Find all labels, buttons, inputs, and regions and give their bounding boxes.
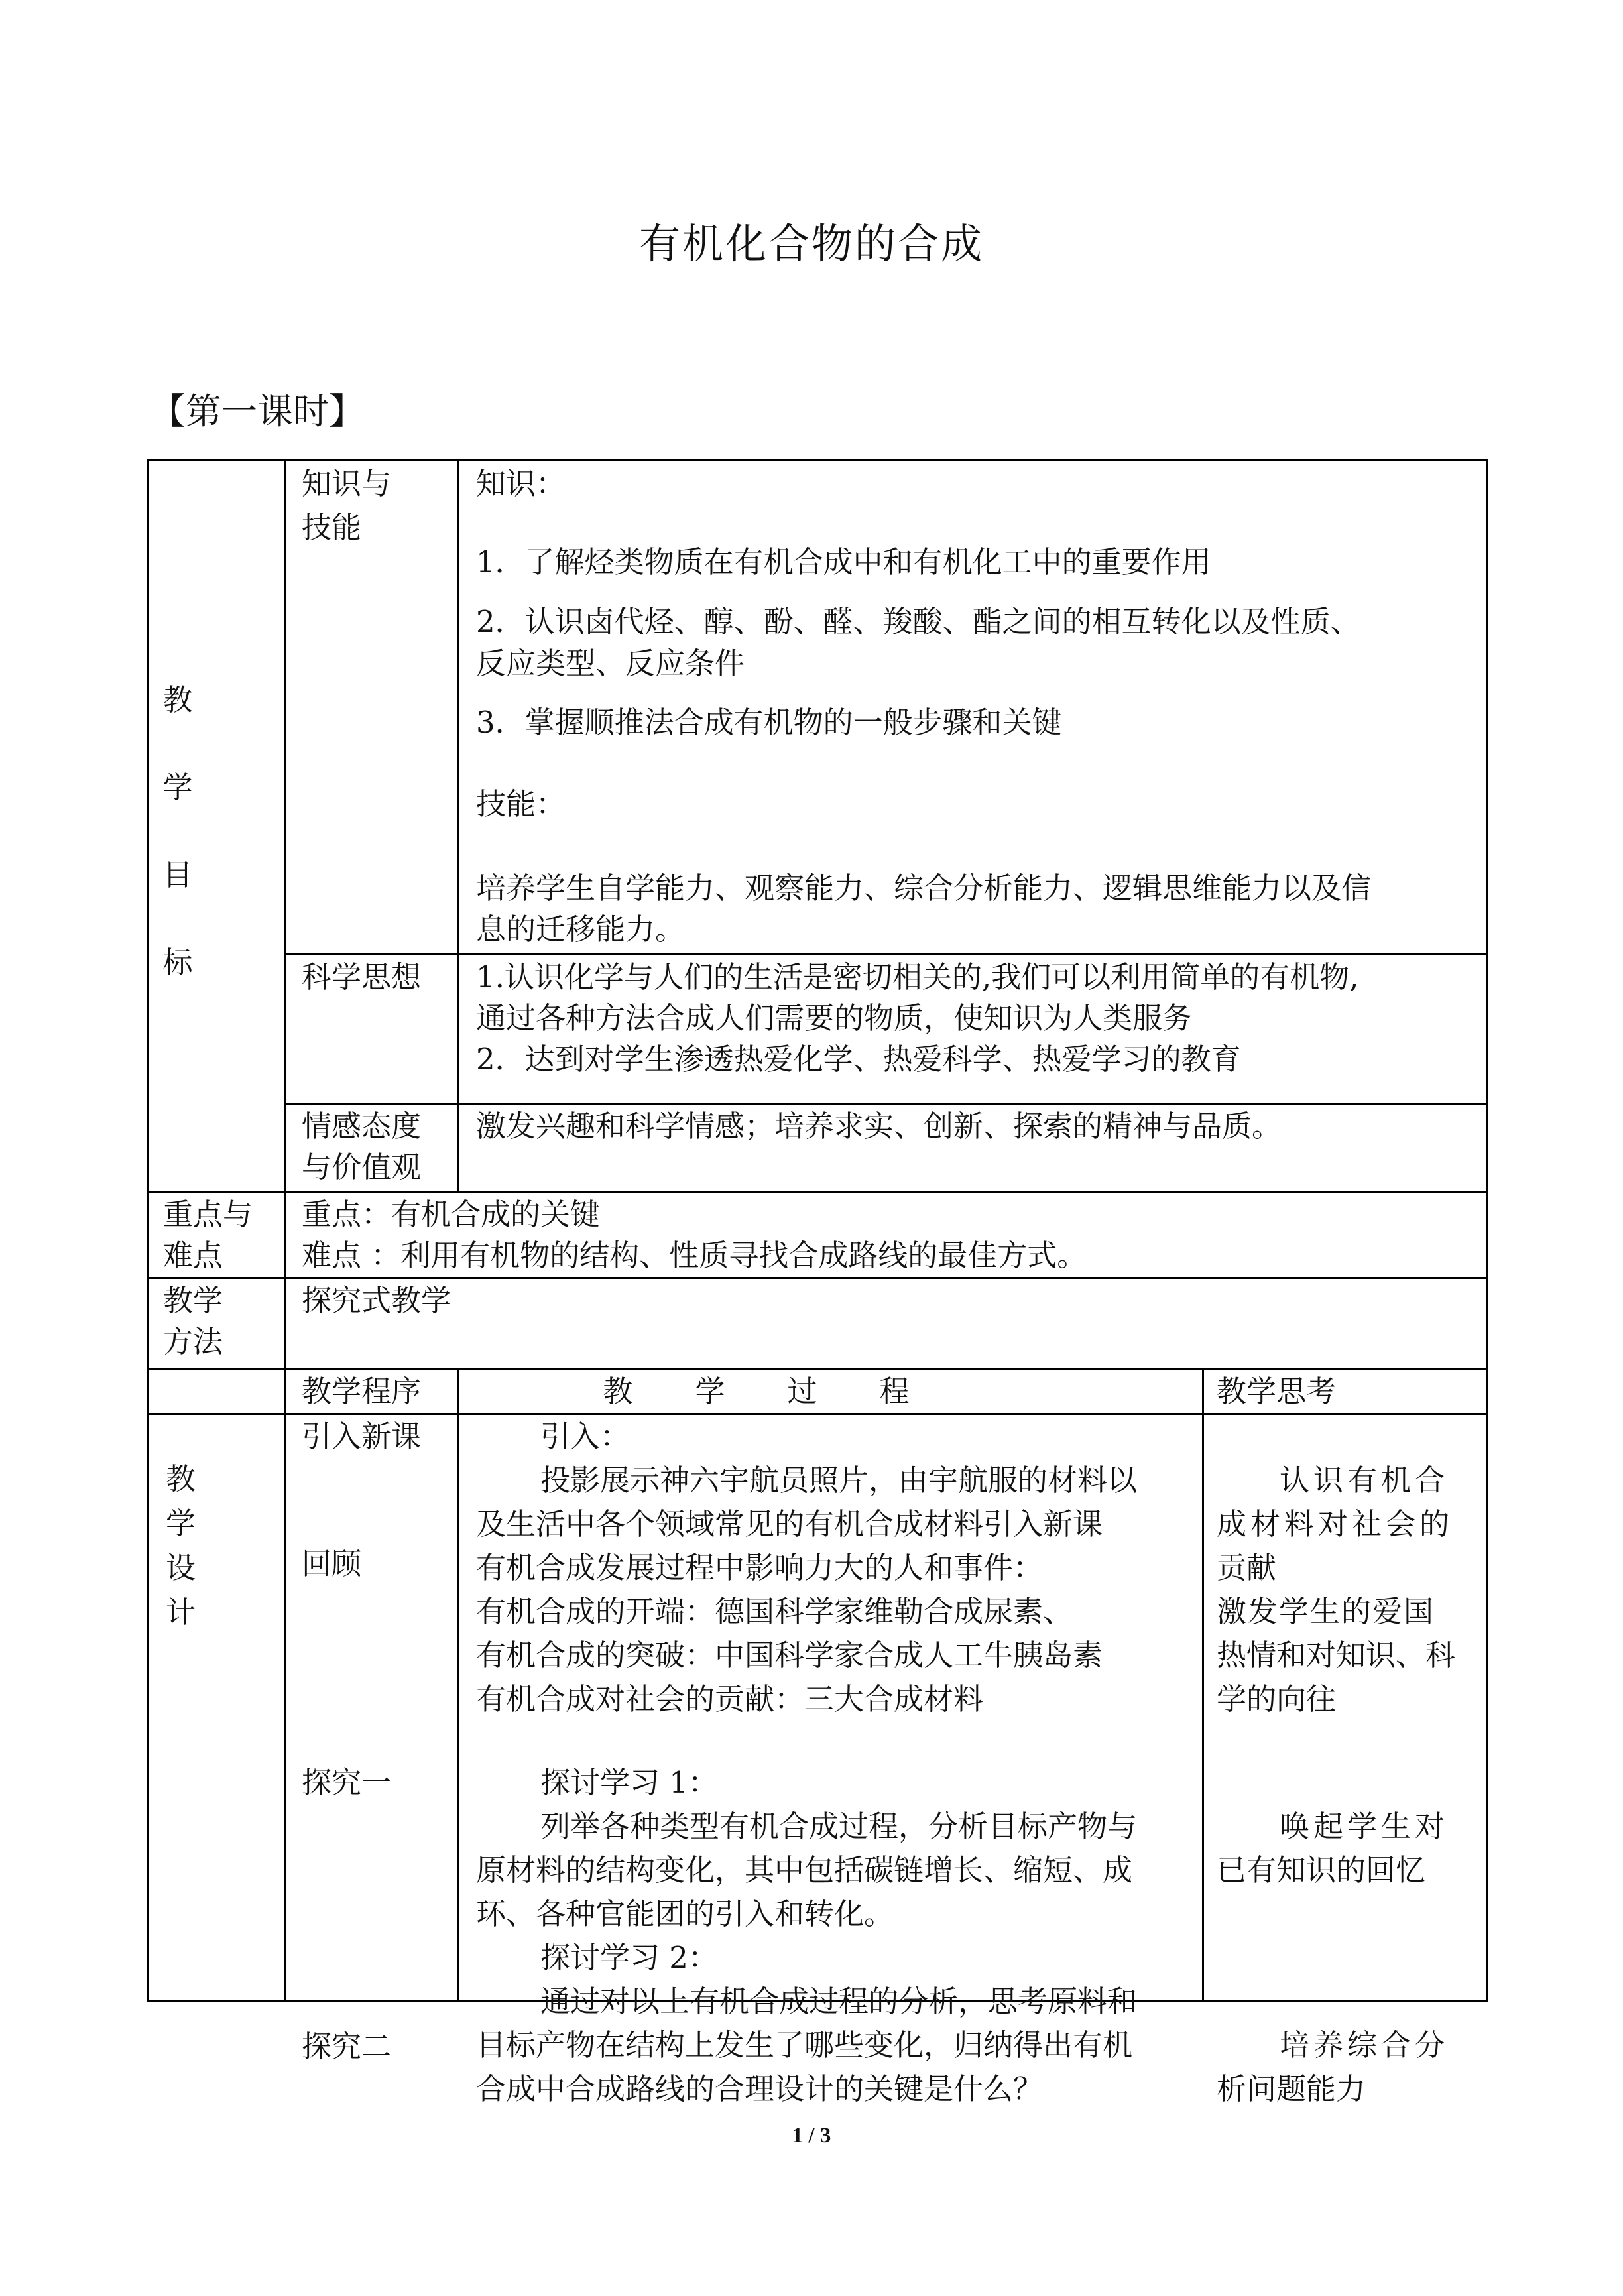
- reflection-line: 成材料对社会的: [1217, 1506, 1454, 1541]
- emotion-label-line2: 与价值观: [302, 1150, 422, 1185]
- emotion-text: 激发兴趣和科学情感；培养求实、创新、探索的精神与品质。: [476, 1109, 1282, 1144]
- reflection-line: 贡献: [1217, 1550, 1277, 1585]
- science-line: 通过各种方法合成人们需要的物质，使知识为人类服务: [476, 1000, 1193, 1036]
- reflection-line: 激发学生的爱国: [1217, 1594, 1435, 1629]
- reflection-line: 学的向往: [1217, 1681, 1337, 1717]
- procedure-intro: 引入新课: [302, 1419, 422, 1454]
- skills-line: 培养学生自学能力、观察能力、综合分析能力、逻辑思维能力以及信: [476, 871, 1372, 906]
- method-text: 探究式教学: [302, 1283, 451, 1318]
- process-line: 有机合成的开端：德国科学家维勒合成尿素、: [476, 1594, 1073, 1629]
- key-points-label-line2: 难点: [163, 1238, 223, 1273]
- knowledge-line: 1．了解烃类物质在有机合成中和有机化工中的重要作用: [476, 544, 1211, 579]
- process-line: 通过对以上有机合成过程的分析，思考原料和: [540, 1984, 1138, 2019]
- goals-row-label-4: 标: [162, 945, 193, 980]
- procedure-review: 回顾: [302, 1546, 362, 1581]
- reflection-line: 唤起学生对: [1280, 1809, 1449, 1844]
- reflection-line: 已有知识的回忆: [1217, 1852, 1426, 1888]
- goals-row-label-1: 教: [162, 682, 193, 717]
- process-line: 原材料的结构变化，其中包括碳链增长、缩短、成: [476, 1852, 1133, 1888]
- design-row-label-2: 学: [166, 1506, 196, 1541]
- design-row-label-3: 设: [166, 1550, 196, 1585]
- header-process-4: 程: [879, 1374, 910, 1409]
- reflection-line: 培养综合分: [1280, 2027, 1449, 2063]
- emotion-label-line1: 情感态度: [302, 1109, 422, 1144]
- reflection-line: 热情和对知识、科: [1217, 1638, 1456, 1673]
- knowledge-line: 2．认识卤代烃、醇、酚、醛、羧酸、酯之间的相互转化以及性质、: [476, 604, 1360, 639]
- goals-row-label-2: 学: [162, 770, 193, 805]
- key-points-label-line1: 重点与: [163, 1197, 253, 1232]
- header-process-3: 过: [787, 1374, 817, 1409]
- page-number: 1 / 3: [792, 2124, 831, 2147]
- process-line: 探讨学习 2：: [540, 1940, 718, 1975]
- skills-heading: 技能：: [476, 786, 566, 821]
- science-label: 科学思想: [302, 959, 422, 995]
- knowledge-label-line1: 知识与: [302, 466, 392, 501]
- science-line: 1.认识化学与人们的生活是密切相关的,我们可以利用简单的有机物,: [476, 959, 1359, 995]
- process-line: 合成中合成路线的合理设计的关键是什么？: [476, 2071, 1044, 2106]
- process-line: 有机合成对社会的贡献：三大合成材料: [476, 1681, 984, 1717]
- design-row-label-4: 计: [166, 1595, 196, 1630]
- header-reflection: 教学思考: [1217, 1374, 1337, 1409]
- procedure-explore-2: 探究二: [302, 2029, 392, 2064]
- process-line: 引入：: [540, 1419, 631, 1454]
- key-point-line: 重点：有机合成的关键: [302, 1197, 601, 1232]
- knowledge-line: 3．掌握顺推法合成有机物的一般步骤和关键: [476, 705, 1062, 740]
- method-label-line2: 方法: [163, 1324, 223, 1359]
- header-process-1: 教: [603, 1374, 633, 1409]
- design-row-label-1: 教: [166, 1461, 196, 1496]
- document-title: 有机化合物的合成: [638, 219, 984, 268]
- goals-row-label-3: 目: [162, 857, 193, 892]
- knowledge-line: 反应类型、反应条件: [476, 646, 745, 681]
- process-line: 环、各种官能团的引入和转化。: [476, 1896, 894, 1931]
- header-process-2: 学: [695, 1374, 725, 1409]
- lesson-label: 【第一课时】: [150, 391, 365, 432]
- reflection-line: 析问题能力: [1217, 2071, 1366, 2106]
- knowledge-label-line2: 技能: [302, 510, 362, 545]
- knowledge-line: 知识：: [476, 466, 566, 501]
- method-label-line1: 教学: [163, 1283, 223, 1318]
- procedure-explore-1: 探究一: [302, 1765, 392, 1800]
- process-line: 有机合成的突破：中国科学家合成人工牛胰岛素: [476, 1638, 1103, 1673]
- process-line: 目标产物在结构上发生了哪些变化，归纳得出有机: [476, 2027, 1133, 2063]
- skills-line: 息的迁移能力。: [476, 912, 686, 947]
- science-line: 2．达到对学生渗透热爱化学、热爱科学、热爱学习的教育: [476, 1042, 1241, 1077]
- reflection-line: 认识有机合: [1280, 1463, 1449, 1498]
- process-line: 探讨学习 1：: [540, 1765, 718, 1800]
- process-line: 及生活中各个领域常见的有机合成材料引入新课: [476, 1506, 1103, 1541]
- process-line: 有机合成发展过程中影响力大的人和事件：: [476, 1550, 1044, 1585]
- process-line: 列举各种类型有机合成过程，分析目标产物与: [540, 1809, 1138, 1844]
- header-procedure: 教学程序: [302, 1374, 422, 1409]
- process-line: 投影展示神六宇航员照片，由宇航服的材料以: [540, 1463, 1138, 1498]
- difficulty-line: 难点 ：利用有机物的结构、性质寻找合成路线的最佳方式。: [302, 1238, 1087, 1273]
